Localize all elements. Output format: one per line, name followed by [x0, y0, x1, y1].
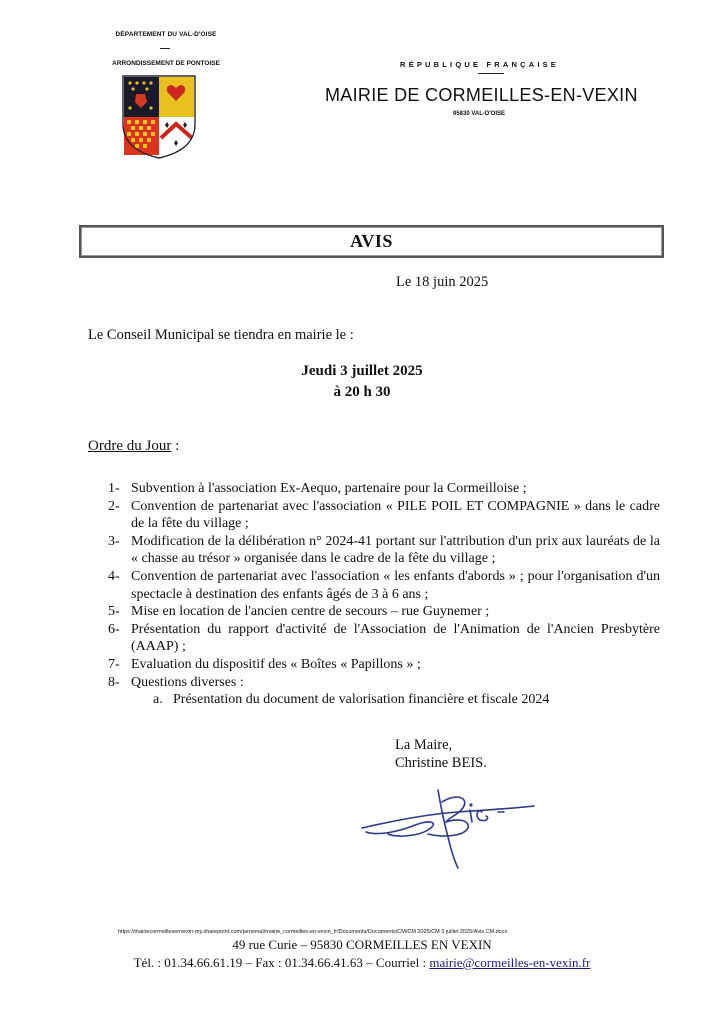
- department-label: DÉPARTEMENT DU VAL-D'OISE: [115, 31, 217, 38]
- item-text: Mise en location de l'ancien centre de secours – rue Guynemer ;: [131, 604, 490, 620]
- footer-address: 49 rue Curie – 95830 CORMEILLES EN VEXIN: [232, 937, 492, 952]
- document-date: Le 18 juin 2025: [396, 274, 489, 290]
- republic-label: RÉPUBLIQUE FRANÇAISE: [400, 60, 560, 69]
- title-box: [79, 225, 664, 258]
- item-number: 4-: [108, 568, 120, 584]
- item-number: 7-: [108, 656, 120, 672]
- handwritten-signature: [358, 782, 538, 872]
- agenda-heading-label: Ordre du Jour: [88, 438, 172, 454]
- document-title: AVIS: [350, 231, 393, 251]
- contact-text: Tél. : 01.34.66.61.19 – Fax : 01.34.66.41.63 – Courriel :: [133, 955, 430, 970]
- meeting-time: à 20 h 30: [333, 384, 391, 400]
- agenda-list: [100, 480, 660, 709]
- agenda-heading: [88, 438, 179, 455]
- item-number: 1-: [108, 481, 120, 496]
- document-path: https://mairiecormeillesenvexin-my.sharepoint.com/personal/mairie_cormeilles-en-vexin_fr/Documents/Documents/CM/CM 2025/CM 3 juillet 2025/Avis CM.docx: [118, 929, 508, 935]
- footer-contact: [0, 955, 724, 971]
- arrondissement-label: ARRONDISSEMENT DE PONTOISE: [112, 60, 220, 67]
- item-text: Présentation du rapport d'activité de l'Association de l'Animation de l'Ancien Presbytère (AAAP) ;: [131, 621, 660, 655]
- item-number: 2-: [108, 498, 120, 514]
- list-item: [100, 621, 660, 656]
- list-item: [100, 674, 660, 692]
- item-number: 6-: [108, 621, 120, 637]
- list-item: [100, 498, 660, 533]
- list-item: [100, 480, 660, 498]
- mairie-title: MAIRIE DE CORMEILLES-EN-VEXIN: [325, 85, 638, 105]
- header-divider: [160, 48, 170, 49]
- signatory-name: Christine BEIS.: [395, 755, 487, 771]
- list-item: [100, 656, 660, 674]
- item-text: Modification de la délibération n° 2024-41 portant sur l'attribution d'un prix aux lauréats de la « chasse au trésor » organisée dans le cadre de la fête du village ;: [131, 533, 660, 567]
- list-item: [100, 533, 660, 568]
- email-link[interactable]: mairie@cormeilles-en-vexin.fr: [429, 955, 591, 970]
- meeting-day: Jeudi 3 juillet 2025: [301, 363, 423, 379]
- subitem-text: Présentation du document de valorisation financière et fiscale 2024: [173, 692, 550, 708]
- item-number: 5-: [108, 604, 120, 620]
- coat-of-arms-logo: [121, 74, 197, 160]
- intro-text: Le Conseil Municipal se tiendra en mairie le :: [88, 327, 354, 343]
- item-text: Convention de partenariat avec l'association « les enfants d'abords » ; pour l'organisation d'un spectacle à destination des enfants âgés de 3 à 6 ans ;: [131, 568, 660, 602]
- list-item: [100, 568, 660, 603]
- item-number: 8-: [108, 674, 120, 690]
- item-number: 3-: [108, 533, 120, 549]
- subitem-number: a.: [153, 692, 163, 708]
- item-text: Subvention à l'association Ex-Aequo, partenaire pour la Cormeilloise ;: [131, 481, 527, 496]
- item-text: Questions diverses :: [131, 674, 244, 690]
- agenda-heading-suffix: :: [171, 438, 180, 454]
- item-text: Evaluation du dispositif des « Boîtes « Papillons » ;: [131, 656, 421, 672]
- postcode-label: 95830 VAL-D'OISE: [453, 111, 506, 117]
- signatory-role: La Maire,: [395, 737, 453, 753]
- list-subitem: [100, 691, 660, 709]
- list-item: [100, 603, 660, 621]
- republic-divider: [478, 73, 504, 74]
- item-text: Convention de partenariat avec l'association « PILE POIL ET COMPAGNIE » dans le cadre de la fête du village ;: [131, 498, 660, 532]
